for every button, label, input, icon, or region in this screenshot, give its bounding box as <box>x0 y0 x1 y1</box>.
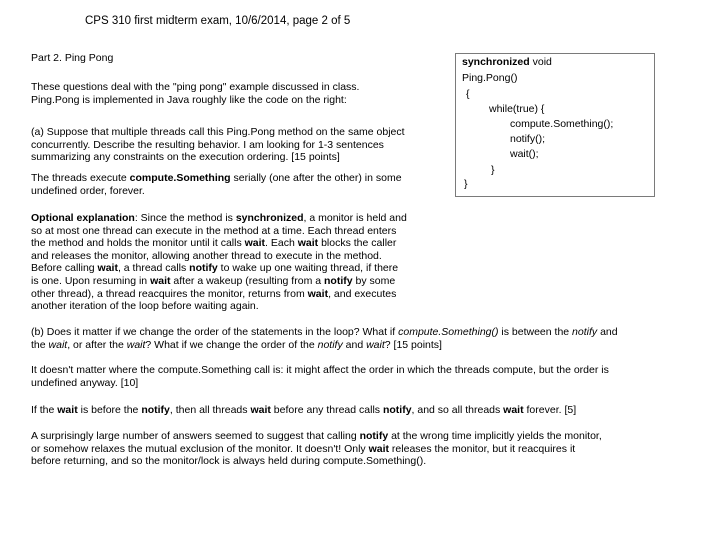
code-line-1 <box>462 56 552 69</box>
answer-a-line-1: The threads execute compute.Something serially (one after the other) in some <box>31 172 402 184</box>
optional-line-4: and releases the monitor, allowing another thread to execute in the method. <box>31 249 382 262</box>
optional-line-3: the method and holds the monitor until it calls wait. Each wait blocks the caller <box>31 237 397 250</box>
code-line-7: wait(); <box>510 148 539 160</box>
code-line-2: Ping.Pong() <box>462 72 518 84</box>
intro-line-1: These questions deal with the "ping pong" example discussed in class. <box>31 81 360 93</box>
code-line-9: } <box>464 178 468 190</box>
intro-line-2: Ping.Pong is implemented in Java roughly like the code on the right: <box>31 93 347 106</box>
code-void: void <box>529 56 552 68</box>
code-line-4: while(true) { <box>489 103 545 115</box>
optional-line-6: is one. Upon resuming in wait after a wakeup (resulting from a notify by some <box>31 274 396 287</box>
question-b-line-1: (b) Does it matter if we change the order of the statements in the loop? What if compute.Something() is between the notify and <box>31 326 618 338</box>
page-header: CPS 310 first midterm exam, 10/6/2014, page 2 of 5 <box>85 15 351 27</box>
answer-b-part-3 <box>31 430 602 468</box>
code-box <box>455 53 655 197</box>
answer-b-part-2: If the wait is before the notify, then all threads wait before any thread calls notify, and so all threads wait forever. [5] <box>31 404 577 416</box>
optional-line-7: other thread), a thread reacquires the monitor, returns from wait, and executes <box>31 287 397 300</box>
intro-text <box>31 81 359 106</box>
optional-line-8: another iteration of the loop before waiting again. <box>31 300 259 313</box>
answer-b1-line-2: undefined anyway. [10] <box>31 376 139 389</box>
code-keyword-synchronized: synchronized <box>462 56 530 68</box>
answer-b3-line-2: or somehow relaxes the mutual exclusion of the monitor. It doesn't! Only wait releases the monitor, but it reacquires it <box>31 442 576 455</box>
question-a <box>31 126 405 164</box>
question-a-line-3: summarizing any constraints on the execution ordering. [15 points] <box>31 151 340 164</box>
answer-b-part-1 <box>31 364 609 389</box>
optional-line-5: Before calling wait, a thread calls notify to wake up one waiting thread, if there <box>31 262 399 275</box>
question-b-line-2: the wait, or after the wait? What if we change the order of the notify and wait? [15 points] <box>31 338 442 351</box>
optional-explanation <box>31 212 407 313</box>
optional-line-2: so at most one thread can execute in the method at a time. Each thread enters <box>31 224 397 237</box>
code-line-5: compute.Something(); <box>510 118 614 130</box>
answer-a <box>31 172 402 197</box>
answer-a-line-2: undefined order, forever. <box>31 184 145 197</box>
part-title: Part 2. Ping Pong <box>31 52 114 64</box>
answer-b3-line-3: before returning, and so the monitor/lock is always held during compute.Something(). <box>31 455 427 468</box>
question-a-line-1: (a) Suppose that multiple threads call this Ping.Pong method on the same object <box>31 126 405 138</box>
code-line-3: { <box>466 88 470 100</box>
code-line-6: notify(); <box>510 133 546 145</box>
question-b <box>31 326 618 351</box>
answer-b3-line-1: A surprisingly large number of answers seemed to suggest that calling notify at the wrong time implicitly yields the monitor, <box>31 430 602 442</box>
optional-line-1: Optional explanation: Since the method is synchronized, a monitor is held and <box>31 212 407 224</box>
answer-b1-line-1: It doesn't matter where the compute.Something call is: it might affect the order in which the threads compute, but the order is <box>31 364 609 376</box>
code-line-8: } <box>491 164 495 176</box>
question-a-line-2: concurrently. Describe the resulting behavior. I am looking for 1-3 sentences <box>31 138 384 151</box>
